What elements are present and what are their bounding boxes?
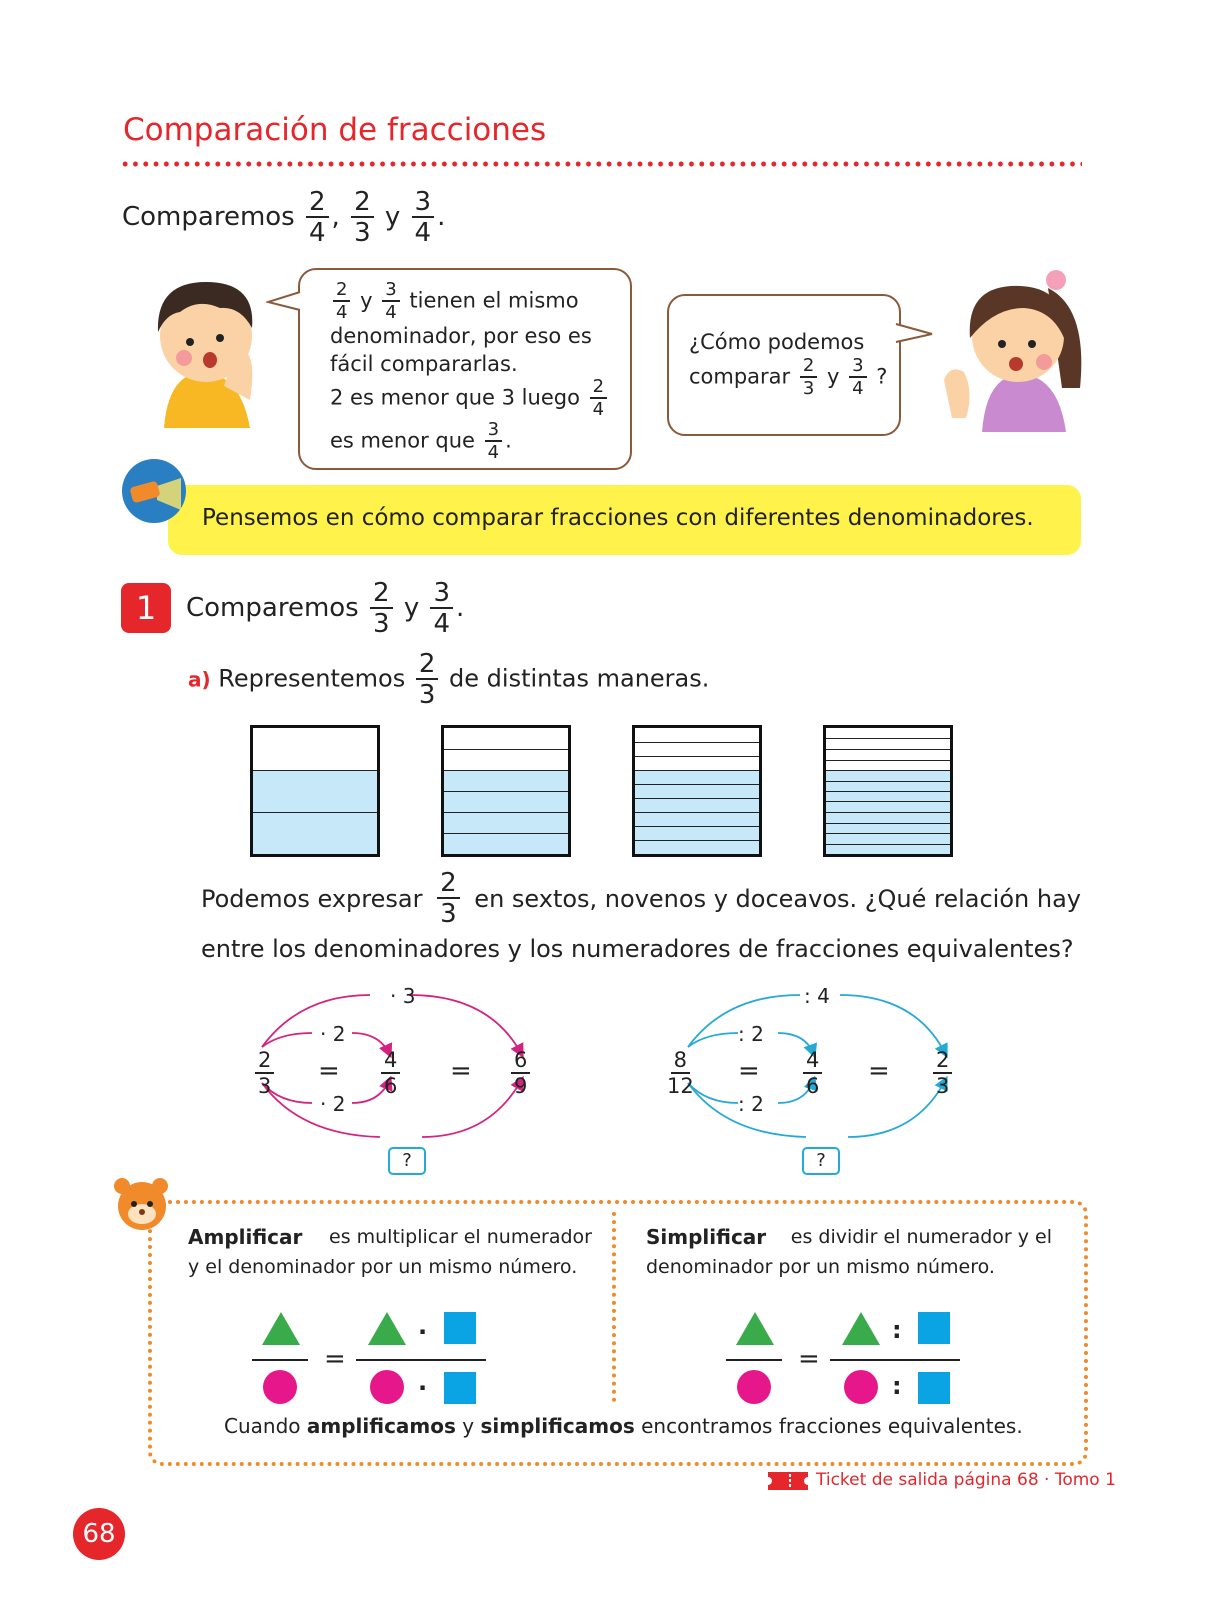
part-a-label: a) — [188, 667, 211, 692]
goal-banner-text: Pensemos en cómo comparar fracciones con diferentes denominadores. — [202, 505, 1034, 531]
amplify-fraction-2: $\frac{4}{6}$ — [378, 1050, 403, 1097]
circle-icon — [737, 1370, 771, 1404]
intro-text: Comparemos — [122, 202, 295, 232]
problem-number-badge: 1 — [121, 583, 171, 633]
circle-icon — [263, 1370, 297, 1404]
amplify-question-box: ? — [388, 1147, 426, 1175]
title-dotted-divider — [120, 160, 1082, 168]
boy-bubble-tail — [266, 290, 302, 314]
amplify-shape-formula: = · · — [250, 1312, 490, 1412]
boy-character-illustration — [128, 268, 268, 428]
amplify-fraction-1: $\frac{2}{3}$ — [252, 1050, 277, 1097]
amplify-mid-bottom-label: · 2 — [320, 1092, 346, 1116]
page-title: Comparación de fracciones — [123, 112, 547, 148]
fraction-model-sixths — [441, 725, 571, 857]
simplify-equals-1: = — [738, 1056, 760, 1086]
simplify-fraction-1: $\frac{8}{12}$ — [667, 1048, 694, 1098]
circle-icon — [844, 1370, 878, 1404]
simplify-shape-formula: = : : — [724, 1312, 964, 1412]
conclusion-text: Cuando amplificamos y simplificamos encontramos fracciones equivalentes. — [224, 1414, 1023, 1438]
ticket-link[interactable]: Ticket de salida página 68 · Tomo 1 — [816, 1470, 1116, 1490]
page-number: 68 — [73, 1508, 125, 1560]
ticket-icon — [768, 1472, 808, 1490]
triangle-icon — [736, 1312, 774, 1345]
triangle-icon — [368, 1312, 406, 1345]
problem-statement: Comparemos $\frac{2}{3}$ y $\frac{3}{4}$ . — [186, 578, 465, 639]
simplificar-definition: Simplificar es dividir el numerador y el denominador por un mismo número. — [646, 1225, 1052, 1278]
circle-icon — [370, 1370, 404, 1404]
simplify-fraction-3: $\frac{2}{3}$ — [930, 1050, 955, 1097]
simplify-fraction-2: $\frac{4}{6}$ — [800, 1050, 825, 1097]
simplify-top-label: : 4 — [804, 984, 830, 1008]
fraction-model-twelfths — [823, 725, 953, 857]
triangle-icon — [842, 1312, 880, 1345]
boy-bubble-text: $\frac{2}{4}$ y $\frac{3}{4}$ tienen el mismo denominador, por eso es fácil compararlas. 2 es menor que 3 luego $\frac{2}{4}$ es menor que $\frac{3}{4}$ . — [330, 281, 610, 462]
girl-character-illustration — [940, 268, 1090, 432]
square-icon — [444, 1372, 476, 1404]
simplify-equals-2: = — [868, 1056, 890, 1086]
simplify-mid-top-label: : 2 — [738, 1022, 764, 1046]
simplify-question-box: ? — [802, 1147, 840, 1175]
fraction-model-ninths — [632, 725, 762, 857]
squirrel-mascot-icon — [108, 1174, 174, 1234]
girl-bubble-tail — [894, 322, 934, 346]
amplify-fraction-3: $\frac{6}{9}$ — [508, 1050, 533, 1097]
simplify-mid-bottom-label: : 2 — [738, 1092, 764, 1116]
girl-bubble-text: ¿Cómo podemos comparar $\frac{2}{3}$ y $\frac{3}{4}$ ? — [689, 330, 888, 399]
definitions-divider — [612, 1212, 616, 1402]
intro-line: Comparemos $\frac{2}{4}$ , $\frac{2}{3}$ y $\frac{3}{4}$ . — [122, 187, 446, 248]
amplify-equals-1: = — [318, 1056, 340, 1086]
amplify-mid-top-label: · 2 — [320, 1022, 346, 1046]
triangle-icon — [262, 1312, 300, 1345]
amplify-equals-2: = — [450, 1056, 472, 1086]
equivalence-question: Podemos expresar $\frac{2}{3}$ en sextos, novenos y doceavos. ¿Qué relación hay entre los denominadores y los numeradores de fracciones equivalentes? — [201, 868, 1081, 963]
amplificar-definition: Amplificar es multiplicar el numerador y el denominador por un mismo número. — [188, 1225, 592, 1278]
square-icon — [444, 1312, 476, 1344]
fraction-model-thirds — [250, 725, 380, 857]
square-icon — [918, 1372, 950, 1404]
amplify-top-label: · 3 — [390, 984, 416, 1008]
square-icon — [918, 1312, 950, 1344]
part-a-line: a) Representemos $\frac{2}{3}$ de distintas maneras. — [188, 649, 710, 710]
flashlight-icon — [121, 458, 187, 524]
